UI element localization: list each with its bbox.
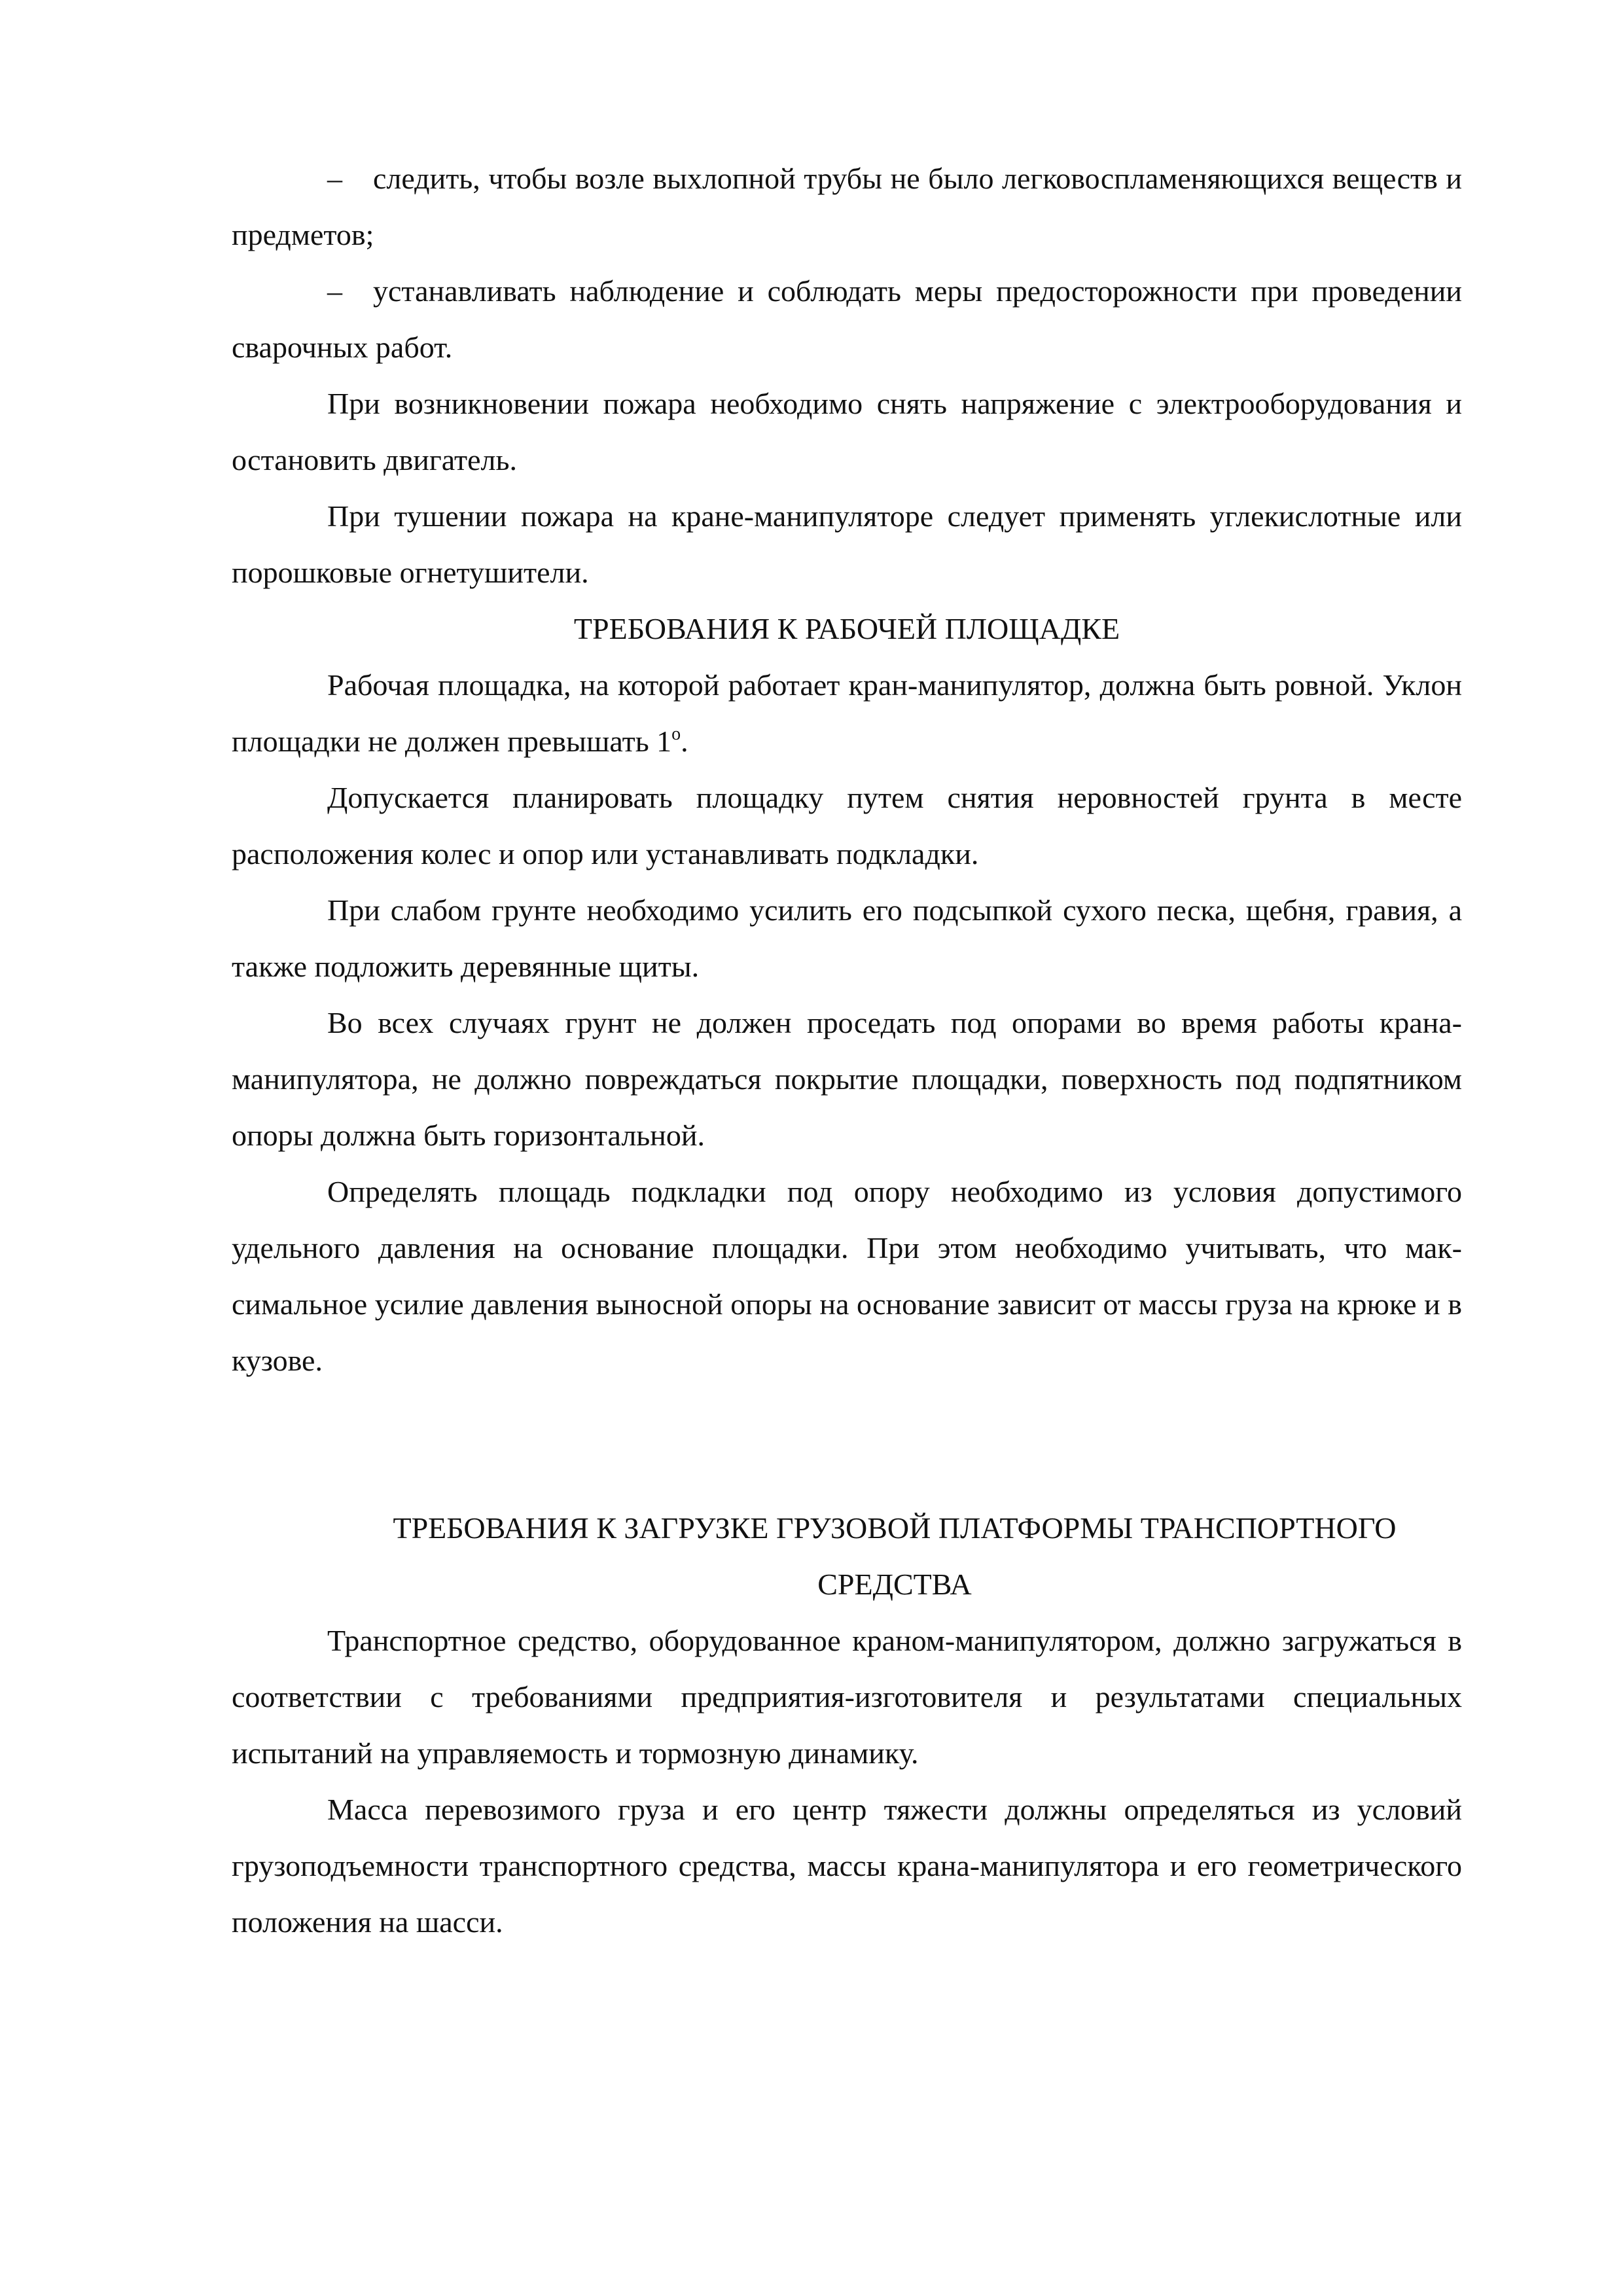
paragraph-platform-level bbox=[232, 657, 1462, 770]
paragraph-platform-planning: Допускается планировать площадку путем снятия неровностей грунта в месте расположения колес и опор или устанавливать подкладки. bbox=[232, 781, 1462, 870]
degree-superscript: о bbox=[671, 724, 681, 744]
bullet-dash: – bbox=[327, 274, 342, 308]
bullet-dash: – bbox=[327, 162, 342, 195]
paragraph-vehicle-loading: Транспортное средство, оборудованное краном-манипулятором, должно загружаться в соответствии с требованиями предприятия-изготовителя и результатами специальных испытаний на управляемость и тормозную динамику. bbox=[232, 1624, 1462, 1770]
paragraph-fire-power-off: При возникновении пожара необходимо снять напряжение с электрооборудования и остановить двигатель. bbox=[232, 387, 1462, 476]
paragraph-platform-level-tail: . bbox=[681, 725, 688, 758]
paragraph-pad-area: Определять площадь подкладки под опору необходимо из условия допустимого удельного давления на основание площадки. При этом необходимо учитывать, что максимальное усилие давления выносной опоры на основание зависит от массы груза на крюке и в кузове. bbox=[232, 1175, 1462, 1377]
paragraph-cargo-mass: Масса перевозимого груза и его центр тяжести должны определяться из условий грузоподъемности транспортного средства, массы крана-манипулятора и его геометрического положения на шасси. bbox=[232, 1793, 1462, 1939]
paragraph-weak-soil: При слабом грунте необходимо усилить его подсыпкой сухого песка, щебня, гравия, а также подложить деревянные щиты. bbox=[232, 893, 1462, 983]
paragraph-fire-extinguishers: При тушении пожара на кране-манипуляторе следует применять углекислотные или порошковые огнетушители. bbox=[232, 499, 1462, 589]
paragraph-soil-settling: Во всех случаях грунт не должен проседать под опорами во время работы крана-манипулятора, не должно повреждаться покрытие площадки, поверхность под подпятником опоры должна быть горизонтальной. bbox=[232, 1006, 1462, 1152]
bullet-text: устанавливать наблюдение и соблюдать меры предосторожности при проведении сварочных работ. bbox=[232, 274, 1462, 364]
document-page bbox=[232, 151, 1462, 1950]
bullet-item bbox=[232, 151, 1462, 263]
section-heading-loading bbox=[232, 1500, 1462, 1613]
section-heading-loading-line1: ТРЕБОВАНИЯ К ЗАГРУЗКЕ ГРУЗОВОЙ ПЛАТФОРМЫ ТРАНСПОРТНОГО bbox=[393, 1511, 1397, 1545]
section-heading-loading-line2: СРЕДСТВА bbox=[817, 1568, 972, 1601]
paragraph-platform-level-text: Рабочая площадка, на которой работает кран-манипулятор, должна быть ровной. Уклон площадки не должен превышать 1 bbox=[232, 668, 1462, 758]
bullet-item bbox=[232, 263, 1462, 376]
section-heading-work-platform: ТРЕБОВАНИЯ К РАБОЧЕЙ ПЛОЩАДКЕ bbox=[573, 612, 1120, 645]
bullet-text: следить, чтобы возле выхлопной трубы не было легковоспламеняющихся веществ и предметов; bbox=[232, 162, 1462, 251]
